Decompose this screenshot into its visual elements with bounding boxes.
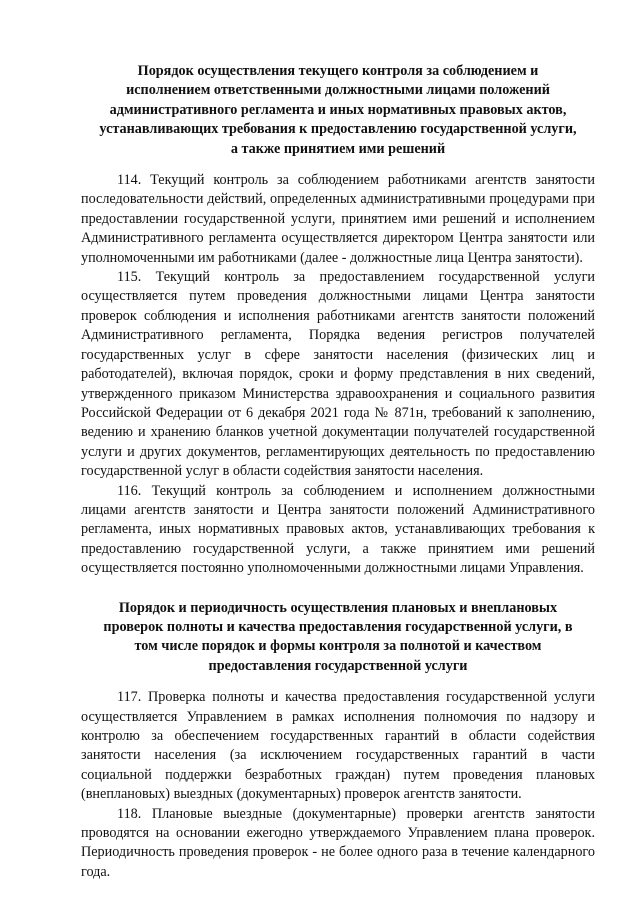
paragraph-117: 117. Проверка полноты и качества предоставления государственной услуги осуществляется Управлением в рамках исполнения полномочия по надзору и контролю за обеспечением государственных гарантий в области содействия занятости населения (за исключением государственных гарантий в части социальной поддержки безработных граждан) путем проведения плановых (внеплановых) выездных (документарных) проверок агентств занятости. [81,689,595,803]
heading-line: предоставления государственной услуги [208,657,468,674]
heading-line: Порядок осуществления текущего контроля за соблюдением и [137,63,539,79]
document-page [81,62,595,882]
heading-line: проверок полноты и качества предоставления государственной услуги, в [103,618,573,635]
section-heading [81,599,595,677]
heading-line: Порядок и периодичность осуществления плановых и внеплановых [118,599,558,616]
paragraph-118: 118. Плановые выездные (документарные) проверки агентств занятости проводятся на основании ежегодно утверждаемого Управлением плана проверок. Периодичность проведения проверок - не более одного раза в течение календарного года. [81,805,595,880]
heading-line: исполнением ответственными должностными лицами положений [126,82,550,99]
paragraph-116: 116. Текущий контроль за соблюдением и исполнением должностными лицами агентств занятости и Центра занятости положений Административного регламента, иных нормативных правовых актов, устанавливающих требования к предоставлению государственной услуги, а также принятием ими решений осуществляется постоянно уполномоченными должностными лицами Управления. [81,482,595,577]
section-inspections [81,599,595,883]
heading-line: том числе порядок и формы контроля за полнотой и качеством [134,638,542,655]
paragraph-114: 114. Текущий контроль за соблюдением работниками агентств занятости последовательности действий, определенных административными процедурами при предоставлении государственной услуги, принятием ими решений и исполнением Административного регламента осуществляется директором Центра занятости или уполномоченными им работниками (далее - должностные лица Центра занятости). [81,172,595,266]
section-heading [81,62,595,159]
paragraph-115: 115. Текущий контроль за предоставлением государственной услуги осуществляется путем проведения должностными лицами Центра занятости проверок соблюдения и исполнения работниками агентств занятости положений Административного регламента, Порядка ведения регистров получателей государственных услуг в сфере занятости населения (физических лиц и работодателей), включая порядок, сроки и форму представления в них сведений, утвержденного приказом Министерства здравоохранения и социального развития Российской Федерации от 6 декабря 2021 года № 871н, требований к заполнению, ведению и хранению бланков учетной документации получателей государственной услуги и других документов, регламентирующих деятельность по предоставлению государственной услуг в области содействия занятости населения. [81,269,595,480]
heading-line: административного регламента и иных нормативных правовых актов, [109,101,567,118]
section-current-control [81,62,595,579]
heading-line: устанавливающих требования к предоставлению государственной услуги, [99,121,577,138]
heading-line: а также принятием ими решений [230,140,446,157]
